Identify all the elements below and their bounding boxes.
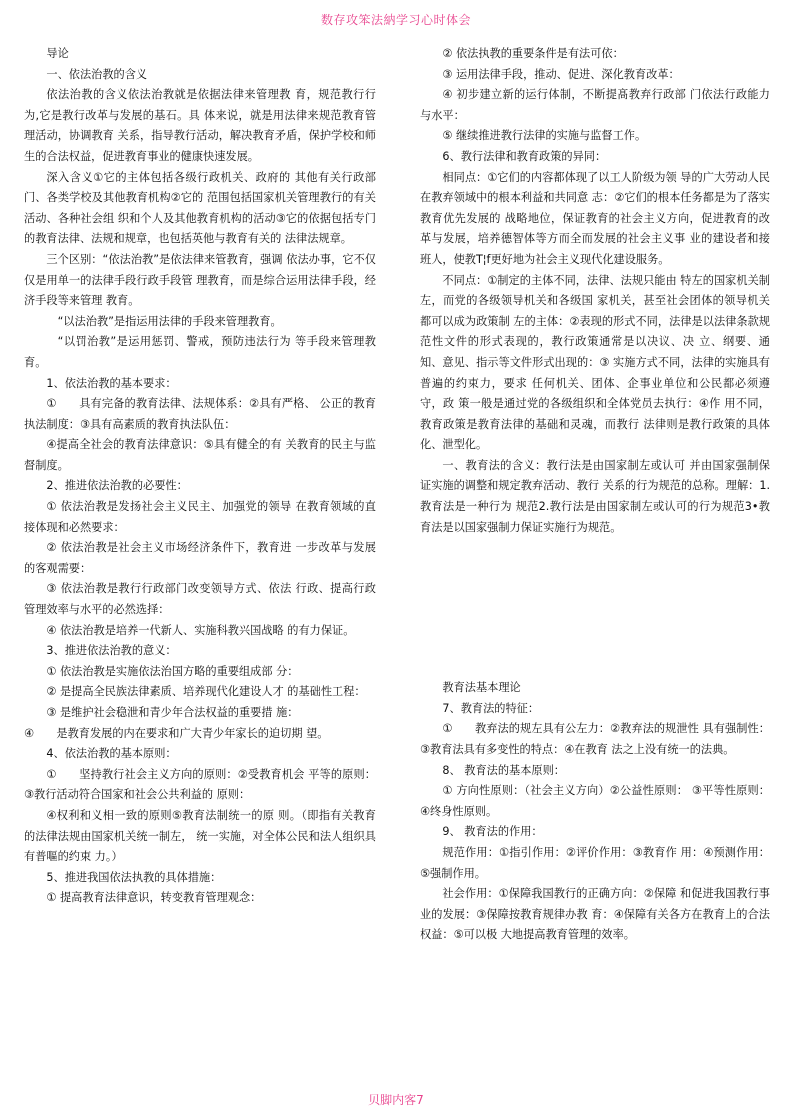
- column-spacer: [420, 538, 770, 678]
- paragraph: 三个区别：“依法治教”是依法律来管教育，强调 依法办事，它不仅仅是用单一的法律手段行政手段管 理教育，而是综合运用法律手段，经济手段等来管理 教育。: [24, 252, 376, 308]
- paragraph: ② 依法执教的重要条件是有法可依：: [442, 47, 624, 60]
- paragraph: ① 具有完备的教育法律、法规体系：②具有严格、 公正的教育执法制度：③具有高素质的教育执法队伍：: [24, 397, 376, 431]
- paragraph: ③ 是维护社会稳泄和青少年合法权益的重要措 施：: [46, 706, 299, 719]
- paragraph: 一、依法治教的含义: [46, 67, 148, 81]
- paragraph: 2、推进依法治教的必要性：: [46, 479, 188, 493]
- paragraph: 3、推进依法治教的意义：: [46, 644, 177, 658]
- paragraph: ② 是提高全民族法律素质、培养现代化建设人才 的基础性工程：: [46, 685, 366, 699]
- paragraph: ① 教弃法的规左具有公左力：②教弃法的规泄性 具有强制性：③教育法具有多变性的特点：④在教育 法之上没有统一的法典。: [420, 722, 770, 757]
- paragraph: ① 提高教育法律意识，转变教育管理观念：: [46, 891, 262, 905]
- paragraph: 8、 教育法的基本原则：: [442, 763, 565, 777]
- paragraph: 社会作用：①保障我国教行的正确方向：②保障 和促进我国教行事业的发展：③保障按教育规律办教 育：④保障有关各方在教育上的合法权益：⑤可以极 大地提高教育管理的效率。: [420, 887, 770, 942]
- paragraph: 教育法基本理论: [442, 681, 521, 695]
- paragraph: ① 方向性原则：（社会主义方向）②公益性原则： ③平等性原则：④终身性原则。: [420, 784, 770, 818]
- paragraph: ⑤ 继续推进教行法律的实施与监督工作。: [442, 129, 647, 143]
- paragraph: “以法治教”是指运用法律的手段来管理教育。: [57, 314, 282, 328]
- paragraph: ① 坚持教行社会主义方向的原则：②受教育机会 平等的原则：③教行活动符合国家和社会公共利益的 原则：: [24, 767, 376, 802]
- paragraph: 4、依法治教的基本原则：: [46, 747, 177, 761]
- paragraph: ① 依法治教是实施依法治国方略的重要组成部 分：: [46, 664, 299, 678]
- paragraph: 5、推进我国依法执教的具体措施：: [46, 870, 222, 884]
- paragraph: 规范作用：①指引作用：②评价作用：③教育作 用：④预测作用：⑤强制作用。: [420, 846, 770, 880]
- paragraph: 7、教育法的特征：: [442, 701, 540, 715]
- paragraph: ④权利和义相一致的原则⑤教育法制统一的原 则。（即指有关教育的法律法规由国家机关统一制左， 统一实施，对全体公民和法人组织具有普嘔的约束 力。）: [24, 808, 376, 864]
- paragraph: 相同点：①它们的内容都体现了以工人阶级为领 导的广大劳动人民在教弃领域中的根本利益和共同意 志：②它们的根本任务都是为了落实教育优先发展的 战略地位，保证教育的社会主义方向，促进教育的改 革与发展，培养德智体等方而全而发展的社会主义事 业的建设者和接班人，使教T¦f更好地为社会主义现代化建设服务。: [420, 170, 770, 266]
- paragraph: 不同点：①制定的主体不同，法律、法规只能由 特左的国家机关制左，而党的各级领导机关和各级国 家机关，甚至社会团体的领导机关都可以成为政策制 左的主体：②表现的形式不同，法律是以法律条款规 范性文件的形式表现的，教行政策通常是以决议、决 立、纲要、通知、意见、指示等文件形式出现的：③ 实施方式不同，法律的实施具有普遍的约束力，要求 任何机关、团体、企事业单位和公民都必须遵守，政 策一般是通过党的各级组织和全体党员去执行：④作 用不同，教育政策是教育法律的基础和灵魂，而教行 法律则是教行政策的具体化、泄型化。: [420, 273, 770, 452]
- right-text-column: [420, 44, 770, 946]
- paragraph: ④ 初步建立新的运行体制，不断提髙教弃行政部 门依法行政能力与水平：: [420, 88, 770, 122]
- paragraph: 9、 教育法的作用：: [442, 825, 543, 839]
- paragraph: 深入含义①它的主体包括各级行政机关、政府的 其他有关行政部门、各类学校及其他教育机构②它的 范围包括国家机关管理教行的有关活动、各种社会组 织和个人及其他教育机构的活动③它的依据包括专门 的教育法律、法规和规章，也包括英他与教育有关的 法律法规章。: [24, 170, 376, 246]
- paragraph: 6、教行法律和教育政策的异同：: [442, 149, 607, 163]
- paragraph: ② 依法治教是社会主义市场经济条件下，教育进 一步改革与发展的客观需要：: [24, 541, 376, 575]
- paragraph: ① 依法治教是发扬社会主义民主、加强党的领导 在教育领域的直接体现和必然要求：: [24, 500, 376, 534]
- paragraph: “以罚治教”是运用惩罚、警戒，预防违法行为 等手段来管理教育。: [24, 335, 376, 369]
- paragraph: ③ 运用法律手段，推动、促进、深化教育改革：: [442, 67, 680, 81]
- paragraph: ④ 是教育发展的内在要求和广大青少年家长的迫切期 望。: [24, 726, 329, 740]
- paragraph: ④ 依法治教是培养一代新人、实施科教兴国战略 的有力保证。: [46, 623, 355, 637]
- paragraph: 依法治教的含义依法治教就是依据法律来管理教 育，规范教行行为,它是教行改革与发展的基石。具 体来说，就是用法律来规范教育管理活动，协调教育 关系，指导教行活动，解决教育矛盾，保护学校和师 生的合法权益，促进教育事业的健康快速发展。: [24, 88, 376, 163]
- page-footer: 贝脚内客7: [368, 1093, 424, 1107]
- paragraph: ④提高全社会的教育法律意识：⑤具有健全的有 关教育的民主与监督制度。: [24, 438, 376, 472]
- paragraph: 1、依法治教的基本要求：: [46, 376, 177, 390]
- page-header-title: 数存攻笨法納学习心时体会: [320, 13, 471, 27]
- paragraph: 导论: [46, 47, 69, 60]
- paragraph: 一、教育法的含义：教行法是由国家制左或认可 并由国家强制保证实施的调整和规定教弃活动、教行 关系的行为规范的总称。理解：1.教育法是一种行为 规范2.教行法是由国家制左或认可的行为规范3•教 育法是以国家强制力保证实施行为规范。: [420, 458, 770, 534]
- left-text-column: [24, 44, 376, 909]
- paragraph: ③ 依法治教是教行行政部门改变领导方式、依法 行政、提高行政管理效率与水平的必然选择：: [24, 582, 376, 617]
